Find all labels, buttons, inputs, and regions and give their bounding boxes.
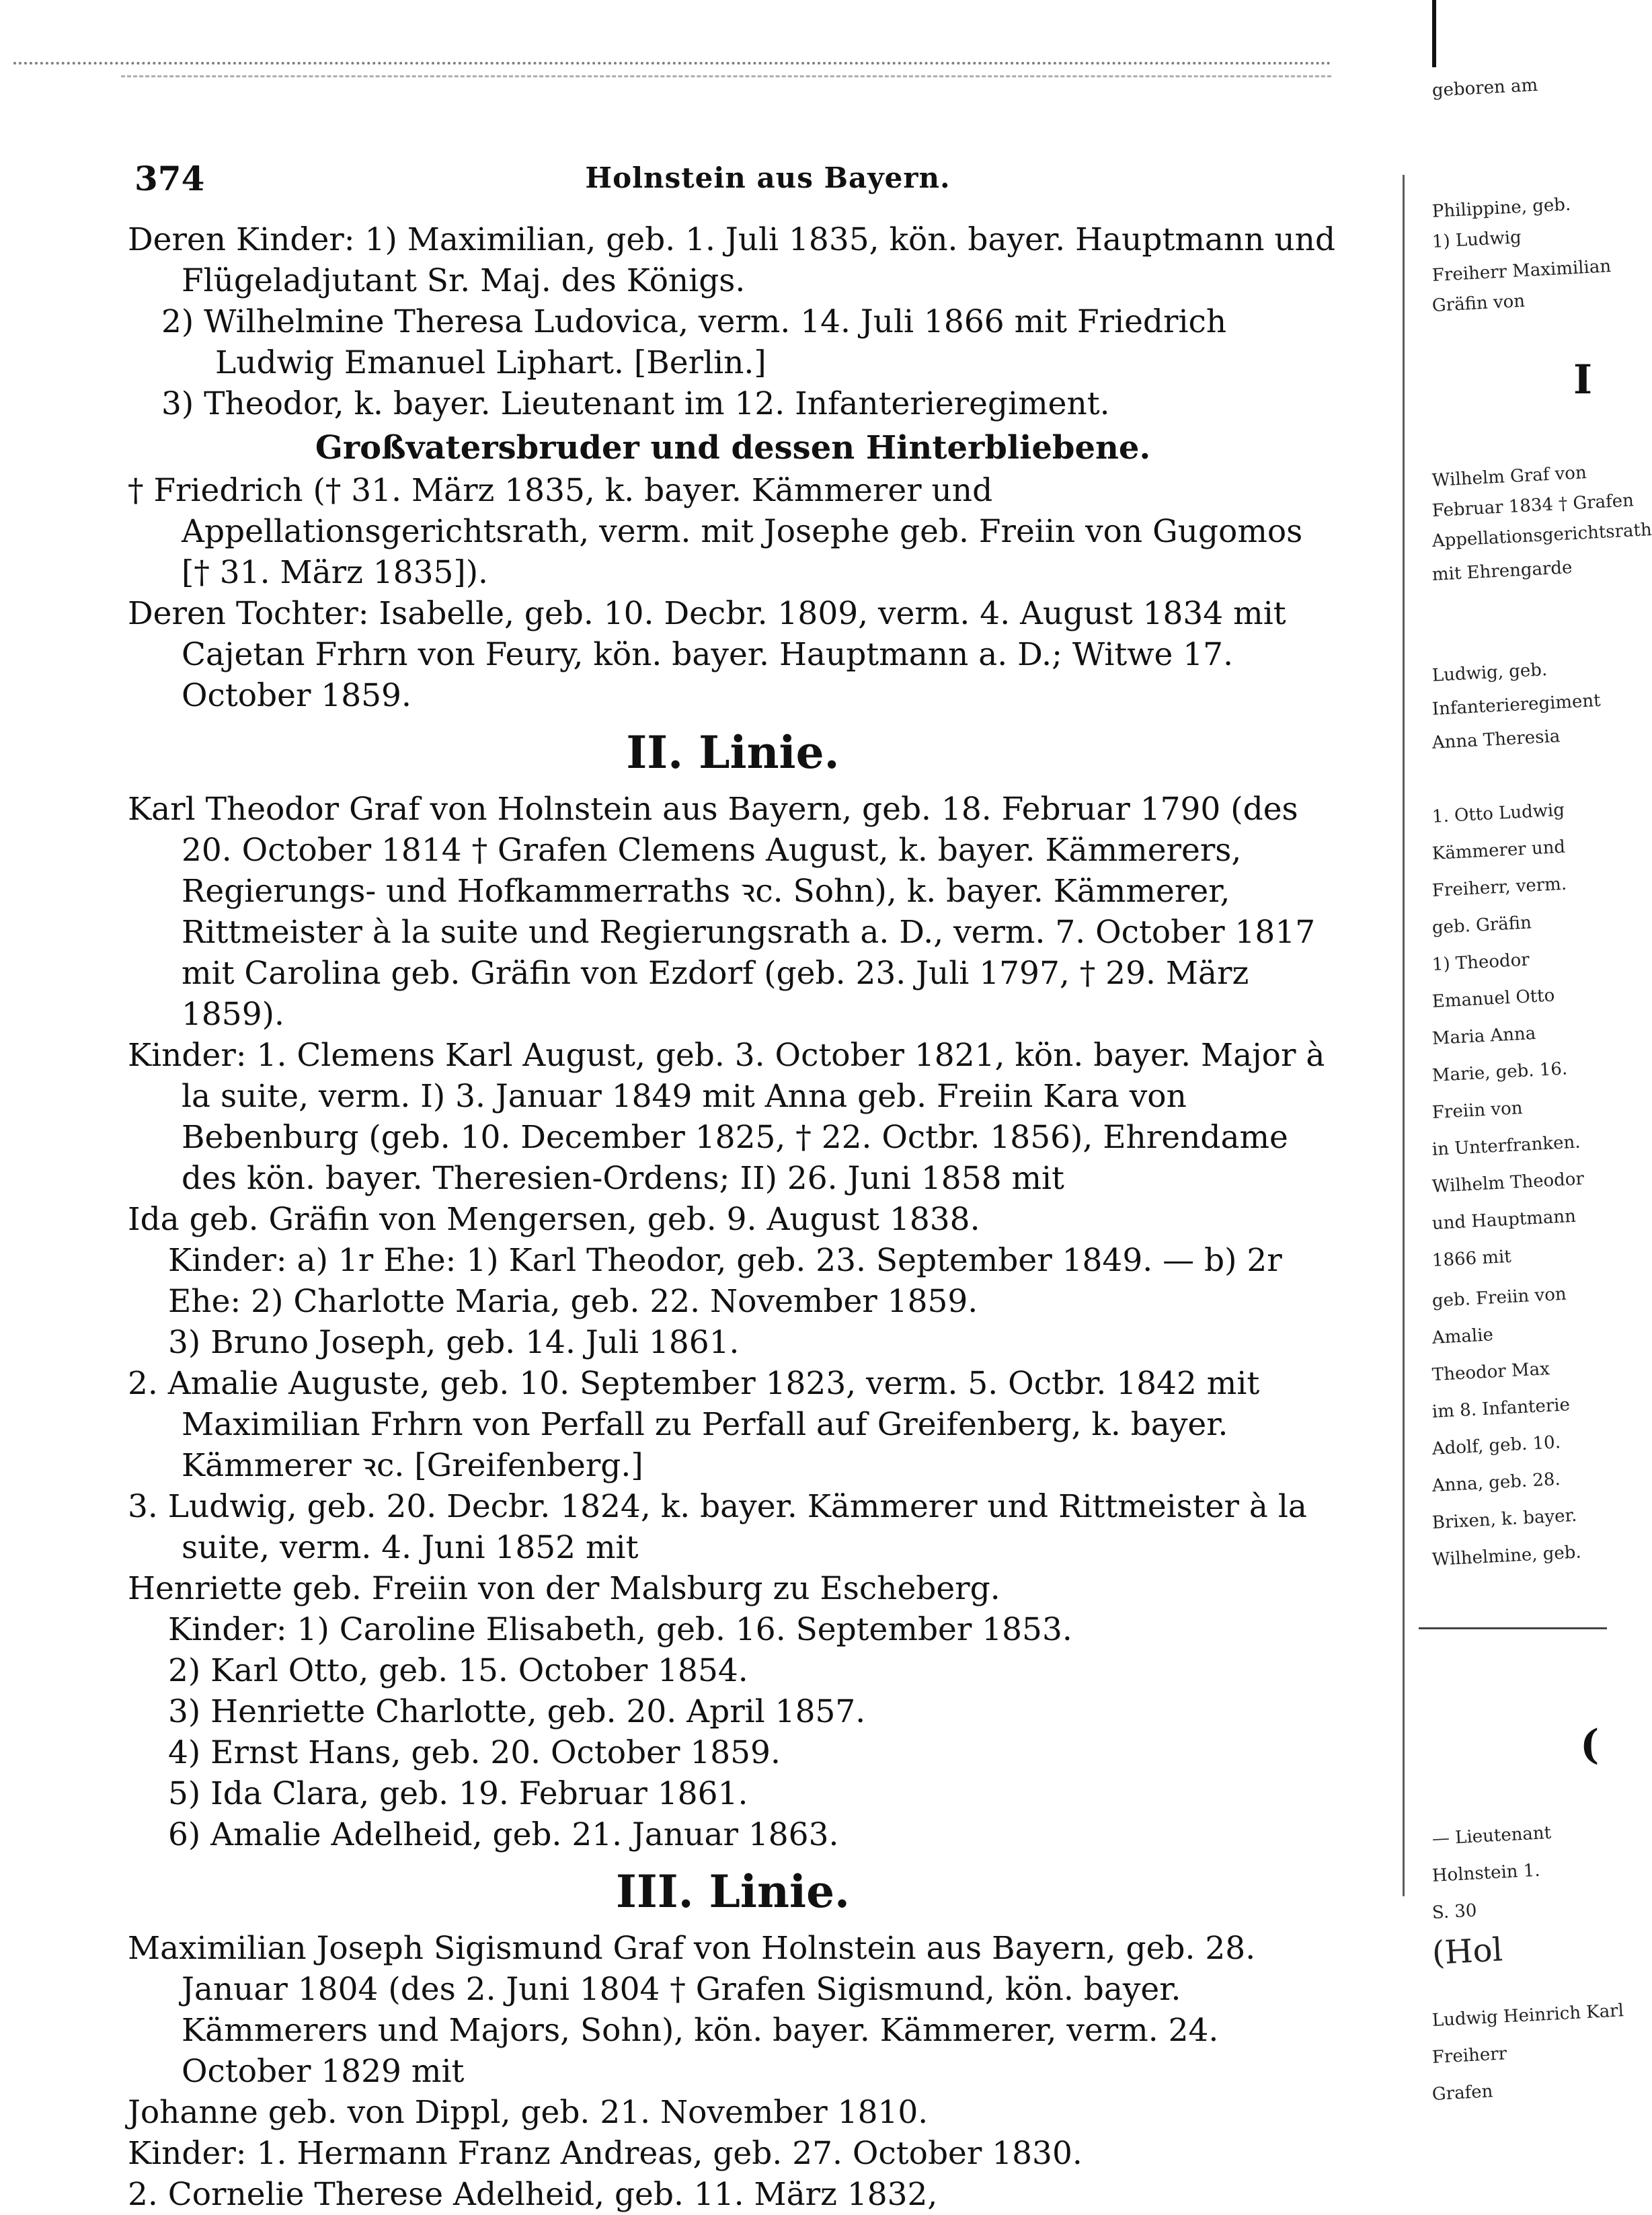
line-3-wife: Johanne geb. von Dippl, geb. 21. November 1810. bbox=[128, 2094, 929, 2131]
edge-line: Appellationsgerichtsrath bbox=[1431, 519, 1652, 551]
scan-edge-rule bbox=[13, 62, 1331, 65]
line-3-heading: III. Linie. bbox=[615, 1865, 851, 1918]
main-text-column bbox=[128, 219, 1338, 2215]
children-entry-3: 3) Theodor, k. bayer. Lieutenant im 12. Infanterieregiment. bbox=[161, 385, 1110, 422]
children-entry-2: 2) Wilhelmine Theresa Ludovica, verm. 14. Juli 1866 mit Friedrich Ludwig Emanuel Liphart. [Berlin.] bbox=[161, 303, 1227, 381]
children-entry-1: Deren Kinder: 1) Maximilian, geb. 1. Juli 1835, kön. bayer. Hauptmann und Flügeladjutant Sr. Maj. des Königs. bbox=[128, 221, 1336, 299]
edge-line: Ludwig, geb. bbox=[1431, 660, 1548, 686]
edge-line: Freiherr Maximilian bbox=[1431, 256, 1612, 286]
line-2-child-3: 3. Ludwig, geb. 20. Decbr. 1824, k. bayer. Kämmerer und Rittmeister à la suite, verm. 4. Juni 1852 mit bbox=[128, 1488, 1307, 1566]
edge-line: 1. Otto Ludwig bbox=[1431, 800, 1565, 827]
edge-letter: ( bbox=[1580, 1721, 1600, 1769]
line-2-child-3-wife: Henriette geb. Freiin von der Malsburg zu Escheberg. bbox=[128, 1570, 1000, 1607]
line-2-child-3-kid: 3) Henriette Charlotte, geb. 20. April 1857. bbox=[168, 1693, 866, 1730]
edge-line: (Hol bbox=[1431, 1931, 1504, 1972]
edge-line: geb. Gräfin bbox=[1431, 912, 1532, 938]
line-2-child-3-kid: 2) Karl Otto, geb. 15. October 1854. bbox=[168, 1652, 748, 1689]
edge-line: Maria Anna bbox=[1431, 1023, 1536, 1049]
edge-line: 1) Theodor bbox=[1431, 949, 1530, 975]
edge-line: und Hauptmann bbox=[1431, 1206, 1577, 1234]
edge-line: Emanuel Otto bbox=[1431, 985, 1556, 1012]
edge-line: Wilhelm Theodor bbox=[1431, 1169, 1585, 1197]
edge-line: Brixen, k. bayer. bbox=[1431, 1505, 1578, 1533]
edge-line: im 8. Infanterie bbox=[1431, 1395, 1571, 1422]
edge-line: Freiin von bbox=[1431, 1097, 1524, 1123]
edge-line: mit Ehrengarde bbox=[1431, 557, 1573, 585]
edge-line: Ludwig Heinrich Karl bbox=[1431, 2000, 1624, 2031]
edge-line: geboren am bbox=[1431, 75, 1538, 101]
edge-line: Holnstein 1. bbox=[1431, 1860, 1541, 1886]
edge-line: — Lieutenant bbox=[1431, 1822, 1552, 1849]
line-2-head-entry: Karl Theodor Graf von Holnstein aus Bayern, geb. 18. Februar 1790 (des 20. October 1814 † Grafen Clemens August, k. bayer. Kämmerers, Regierungs- und Hofkammerraths ꝛc. Sohn), k. bayer. Kämmerer, Rittmeister à la suite und Regierungsrath a. D., verm. 7. October 1817 mit Carolina geb. Gräfin von Ezdorf (geb. 23. Juli 1797, † 29. März 1859). bbox=[128, 791, 1316, 1033]
edge-line: S. 30 bbox=[1431, 1900, 1478, 1923]
granduncle-daughter: Deren Tochter: Isabelle, geb. 10. Decbr. 1809, verm. 4. August 1834 mit Cajetan Frhrn von Feury, kön. bayer. Hauptmann a. D.; Witwe 17. October 1859. bbox=[128, 595, 1286, 714]
edge-line: Theodor Max bbox=[1431, 1358, 1550, 1385]
edge-line: Marie, geb. 16. bbox=[1431, 1058, 1568, 1086]
line-2-heading: II. Linie. bbox=[626, 726, 840, 779]
edge-line: in Unterfranken. bbox=[1431, 1132, 1581, 1160]
edge-line: Freiherr, verm. bbox=[1431, 873, 1567, 901]
edge-line: Anna, geb. 28. bbox=[1431, 1469, 1561, 1496]
granduncle-heading: Großvatersbruder und dessen Hinterbliebene. bbox=[315, 429, 1151, 467]
line-2-child-3-kid: Kinder: 1) Caroline Elisabeth, geb. 16. September 1853. bbox=[168, 1611, 1072, 1648]
page-number: 374 bbox=[134, 159, 205, 198]
granduncle-entry: † Friedrich († 31. März 1835, k. bayer. Kämmerer und Appellationsgerichtsrath, verm. mit Josephe geb. Freiin von Gugomos [† 31. März 1835]). bbox=[128, 472, 1303, 591]
adjacent-page-fragment bbox=[1419, 0, 1652, 2152]
running-title: Holnstein aus Bayern. bbox=[585, 161, 951, 194]
line-2-child-1-kids-3: 3) Bruno Joseph, geb. 14. Juli 1861. bbox=[168, 1324, 740, 1361]
edge-line: Kämmerer und bbox=[1431, 837, 1566, 864]
edge-line: Amalie bbox=[1431, 1325, 1494, 1348]
line-3-head-entry: Maximilian Joseph Sigismund Graf von Holnstein aus Bayern, geb. 28. Januar 1804 (des 2. Juni 1804 † Grafen Sigismund, kön. bayer. Kämmerers und Majors, Sohn), kön. bayer. Kämmerer, verm. 24. October 1829 mit bbox=[128, 1930, 1256, 2090]
line-2-child-3-kid: 6) Amalie Adelheid, geb. 21. Januar 1863. bbox=[168, 1816, 839, 1853]
edge-line: Gräfin von bbox=[1431, 290, 1526, 316]
line-2-child-1: Kinder: 1. Clemens Karl August, geb. 3. October 1821, kön. bayer. Major à la suite, verm. I) 3. Januar 1849 mit Anna geb. Freiin Kara von Bebenburg (geb. 10. December 1825, † 22. Octbr. 1856), Ehrendame des kön. bayer. Theresien-Ordens; II) 26. Juni 1858 mit bbox=[128, 1037, 1325, 1197]
line-3-child-1: Kinder: 1. Hermann Franz Andreas, geb. 27. October 1830. bbox=[128, 2135, 1083, 2172]
edge-line: Anna Theresia bbox=[1431, 726, 1561, 753]
line-2-child-1-kids: Kinder: a) 1r Ehe: 1) Karl Theodor, geb. 23. September 1849. — b) 2r Ehe: 2) Charlotte Maria, geb. 22. November 1859. bbox=[168, 1242, 1282, 1320]
edge-line: Wilhelm Graf von bbox=[1431, 462, 1587, 491]
edge-letter: I bbox=[1573, 356, 1593, 403]
scan-edge-rule-secondary bbox=[121, 75, 1331, 77]
line-2-child-3-kid: 5) Ida Clara, geb. 19. Februar 1861. bbox=[168, 1775, 748, 1812]
edge-divider-line bbox=[1419, 1627, 1607, 1629]
line-2-child-1-wife: Ida geb. Gräfin von Mengersen, geb. 9. August 1838. bbox=[128, 1201, 980, 1238]
edge-line: geb. Freiin von bbox=[1431, 1284, 1567, 1311]
line-2-child-2: 2. Amalie Auguste, geb. 10. September 1823, verm. 5. Octbr. 1842 mit Maximilian Frhrn von Perfall zu Perfall auf Greifenberg, k. bayer. Kämmerer ꝛc. [Greifenberg.] bbox=[128, 1365, 1260, 1484]
line-3-child-2: 2. Cornelie Therese Adelheid, geb. 11. März 1832, bbox=[128, 2176, 938, 2213]
edge-line: Philippine, geb. bbox=[1431, 194, 1571, 222]
edge-line: Wilhelmine, geb. bbox=[1431, 1542, 1582, 1570]
edge-line: Infanterieregiment bbox=[1431, 690, 1602, 720]
edge-line: Freiherr bbox=[1431, 2044, 1507, 2068]
edge-line: 1866 mit bbox=[1431, 1246, 1512, 1271]
edge-line: Adolf, geb. 10. bbox=[1431, 1432, 1561, 1459]
edge-line: 1) Ludwig bbox=[1431, 227, 1522, 252]
edge-line: Grafen bbox=[1431, 2081, 1494, 2105]
edge-line: Februar 1834 † Grafen bbox=[1431, 490, 1635, 521]
page-gutter bbox=[1403, 175, 1405, 1896]
line-2-child-3-kid: 4) Ernst Hans, geb. 20. October 1859. bbox=[168, 1734, 781, 1771]
